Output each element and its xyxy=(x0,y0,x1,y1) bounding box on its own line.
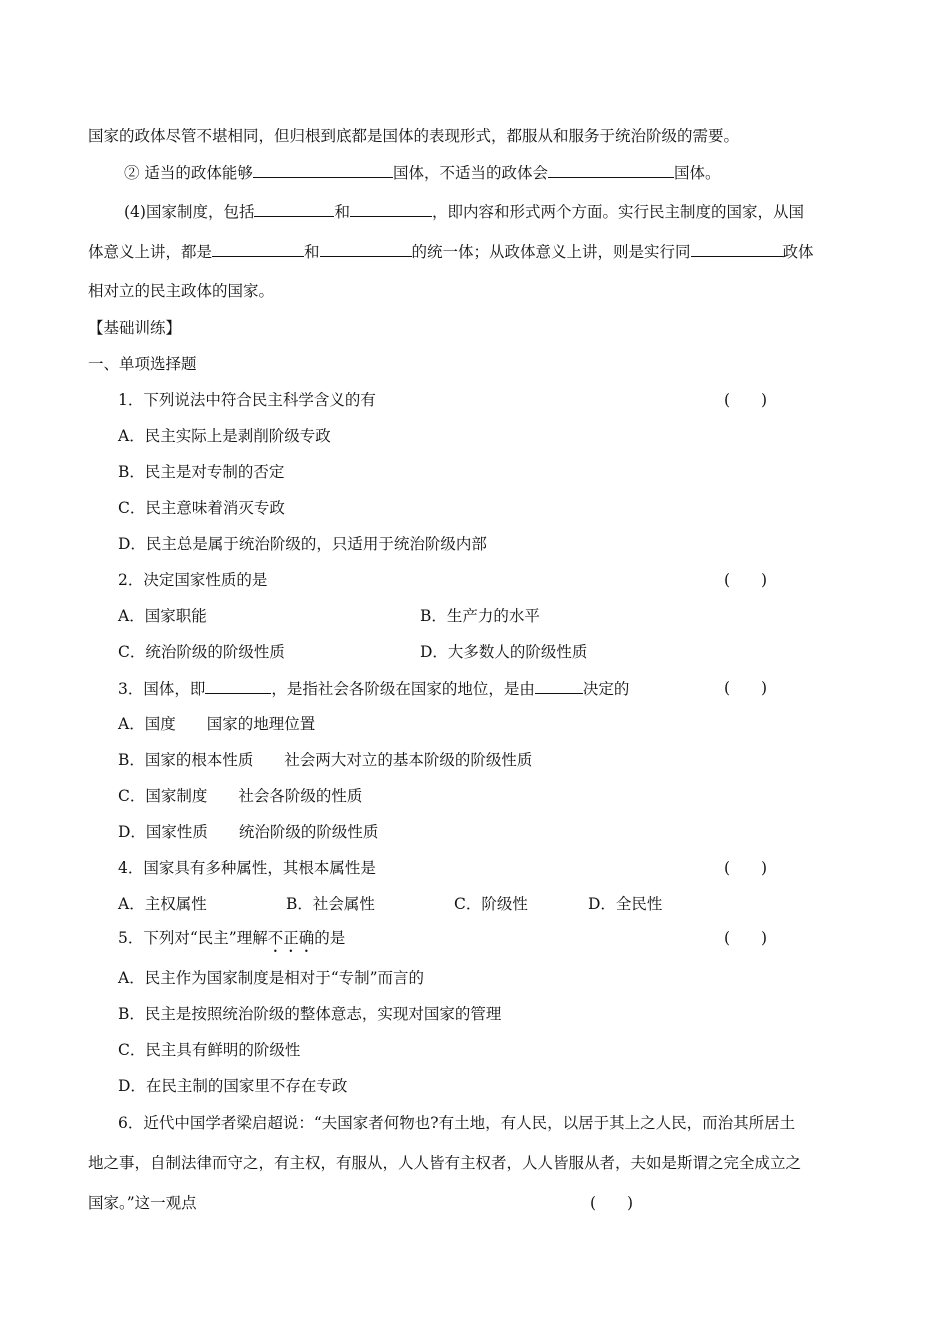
question-stem xyxy=(118,857,376,879)
answer-blank[interactable] xyxy=(320,240,412,257)
text: 一、单项选择题 xyxy=(88,355,197,373)
answer-paren[interactable]: ( ) xyxy=(724,679,768,697)
question-stem xyxy=(118,927,345,956)
text: 国家的政体尽管不堪相同，但归根到底都是国体的表现形式，都服从和服务于统治阶级的需要。 xyxy=(88,127,740,145)
text: 的是 xyxy=(314,929,346,947)
emphasis-text: 不正确 xyxy=(267,929,315,947)
text: 5．下列对“民主”理解 xyxy=(118,929,268,947)
text: 政体 xyxy=(782,243,814,261)
answer-paren[interactable]: ( ) xyxy=(724,859,768,877)
option-b[interactable]: B．民主是对专制的否定 xyxy=(118,463,285,481)
fill-blank-line xyxy=(124,161,720,184)
option-a[interactable]: A．民主作为国家制度是相对于“专制”而言的 xyxy=(118,969,425,987)
text: ② 适当的政体能够 xyxy=(124,164,253,182)
text: 3．国体，即 xyxy=(118,680,206,698)
question-stem xyxy=(118,569,267,591)
answer-blank[interactable] xyxy=(350,200,432,217)
option-c[interactable]: C．国家制度 社会各阶级的性质 xyxy=(118,787,363,805)
option-b[interactable]: B．生产力的水平 xyxy=(420,607,540,625)
option-c[interactable]: C．民主意味着消灭专政 xyxy=(118,499,285,517)
paragraph-line xyxy=(88,280,274,302)
text: 体意义上讲，都是 xyxy=(88,243,213,261)
answer-blank[interactable] xyxy=(548,161,674,178)
answer-blank[interactable] xyxy=(212,240,304,257)
text: 相对立的民主政体的国家。 xyxy=(88,282,275,300)
text: 和 xyxy=(334,203,350,221)
option-d[interactable]: D．民主总是属于统治阶级的，只适用于统治阶级内部 xyxy=(118,535,487,553)
option-a[interactable]: A．国度 国家的地理位置 xyxy=(118,715,316,733)
fill-blank-line xyxy=(88,240,814,263)
text: 4．国家具有多种属性，其根本属性是 xyxy=(118,859,376,877)
option-c[interactable]: C．阶级性 xyxy=(454,895,528,913)
question-stem-cont xyxy=(88,1152,801,1174)
text: 国家。”这一观点 xyxy=(88,1194,197,1212)
answer-paren[interactable]: ( ) xyxy=(724,929,768,947)
option-a[interactable]: A．主权属性 xyxy=(118,895,207,913)
option-d[interactable]: D．大多数人的阶级性质 xyxy=(420,643,588,661)
option-b[interactable]: B．民主是按照统治阶级的整体意志，实现对国家的管理 xyxy=(118,1005,502,1023)
question-stem xyxy=(118,1112,795,1134)
text: 国体，不适当的政体会 xyxy=(392,164,548,182)
answer-blank[interactable] xyxy=(253,161,393,178)
text: 决定的 xyxy=(582,680,630,698)
answer-paren[interactable]: ( ) xyxy=(724,391,768,409)
text: 地之事，自制法律而守之，有主权，有服从，人人皆有主权者，人人皆服从者，夫如是斯谓之完全成立之 xyxy=(88,1154,802,1172)
question-stem-cont xyxy=(88,1192,197,1214)
option-b[interactable]: B．国家的根本性质 社会两大对立的基本阶级的阶级性质 xyxy=(118,751,533,769)
text: 国体。 xyxy=(673,164,721,182)
option-d[interactable]: D．国家性质 统治阶级的阶级性质 xyxy=(118,823,379,841)
fill-blank-line xyxy=(124,200,804,223)
answer-paren[interactable]: ( ) xyxy=(590,1194,634,1212)
answer-paren[interactable]: ( ) xyxy=(724,571,768,589)
answer-blank[interactable] xyxy=(535,677,583,694)
text: ，即内容和形式两个方面。实行民主制度的国家，从国 xyxy=(431,203,804,221)
text: 和 xyxy=(304,243,320,261)
text: ，是指社会各阶级在国家的地位，是由 xyxy=(271,680,535,698)
section-heading xyxy=(88,317,181,339)
answer-blank[interactable] xyxy=(205,677,271,694)
paragraph-line xyxy=(88,125,739,147)
answer-blank[interactable] xyxy=(254,200,334,217)
option-d[interactable]: D．全民性 xyxy=(588,895,663,913)
option-a[interactable]: A．民主实际上是剥削阶级专政 xyxy=(118,427,331,445)
option-d[interactable]: D．在民主制的国家里不存在专政 xyxy=(118,1077,348,1095)
option-c[interactable]: C．民主具有鲜明的阶级性 xyxy=(118,1041,301,1059)
text: (4)国家制度，包括 xyxy=(124,203,255,221)
text: 的统一体；从政体意义上讲，则是实行同 xyxy=(411,243,691,261)
option-a[interactable]: A．国家职能 xyxy=(118,607,207,625)
question-stem xyxy=(118,389,376,411)
question-stem xyxy=(118,677,629,700)
answer-blank[interactable] xyxy=(691,240,783,257)
option-c[interactable]: C．统治阶级的阶级性质 xyxy=(118,643,285,661)
text: 1．下列说法中符合民主科学含义的有 xyxy=(118,391,376,409)
text: 【基础训练】 xyxy=(88,319,182,337)
part-heading xyxy=(88,353,197,375)
option-b[interactable]: B．社会属性 xyxy=(286,895,375,913)
text: 2．决定国家性质的是 xyxy=(118,571,268,589)
text: 6．近代中国学者梁启超说：“夫国家者何物也?有土地，有人民，以居于其上之人民，而治其所居土 xyxy=(118,1114,796,1132)
